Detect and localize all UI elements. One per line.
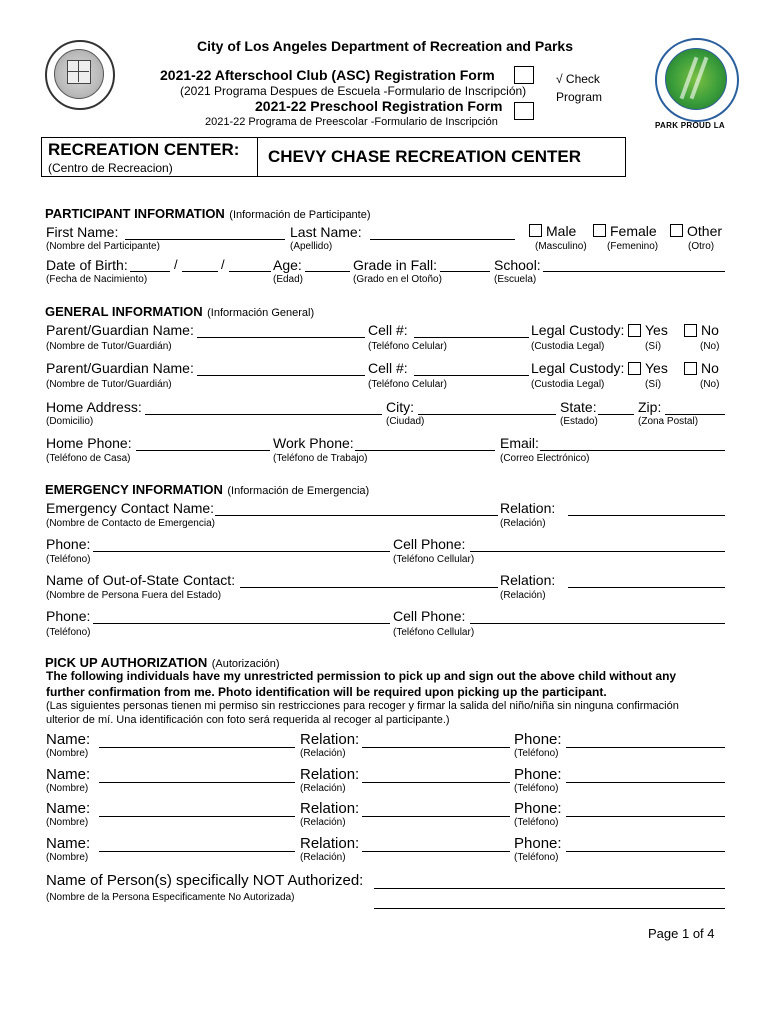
pickup-relation-label-2: Relation: <box>300 766 360 783</box>
pickup-name-label-4: Name: <box>46 835 91 852</box>
home-phone-label: Home Phone: <box>46 435 132 451</box>
guardian2-custody-no-checkbox[interactable] <box>684 362 697 375</box>
not-authorized-es: (Nombre de la Persona Especificamente No Autorizada) <box>46 892 295 903</box>
last-name-field[interactable] <box>370 239 515 240</box>
guardian1-cell-es: (Teléfono Celular) <box>368 341 447 352</box>
ciudad-label: (Ciudad) <box>386 416 425 427</box>
grado-label: (Grado en el Otoño) <box>353 274 442 285</box>
pickup-relation-field-1[interactable] <box>362 747 510 748</box>
pickup-name-field-2[interactable] <box>99 782 295 783</box>
male-checkbox[interactable] <box>529 224 542 237</box>
guardian2-custody-yes-checkbox[interactable] <box>628 362 641 375</box>
other-checkbox[interactable] <box>670 224 683 237</box>
out-of-state-label: Name of Out-of-State Contact: <box>46 572 236 588</box>
emergency-phone-field[interactable] <box>93 551 390 552</box>
check-note-line2: Program <box>556 90 603 104</box>
home-phone-field[interactable] <box>136 450 270 451</box>
guardian1-label: Parent/Guardian Name: <box>46 322 194 338</box>
work-phone-field[interactable] <box>355 450 495 451</box>
pickup-nombre-es-4: (Nombre) <box>46 852 89 863</box>
age-field[interactable] <box>305 271 350 272</box>
emergency-contact-label: Emergency Contact Name: <box>46 500 215 516</box>
guardian1-custody-es: (Custodia Legal) <box>531 341 605 352</box>
pickup-telefono-es-2: (Teléfono) <box>514 783 559 794</box>
pickup-phone-label-4: Phone: <box>514 835 562 852</box>
recreation-center-box <box>41 137 626 177</box>
pickup-phone-field-4[interactable] <box>566 851 725 852</box>
recreation-center-label: RECREATION CENTER: <box>48 140 240 159</box>
school-field[interactable] <box>543 271 725 272</box>
out-of-state-es: (Nombre de Persona Fuera del Estado) <box>46 590 222 601</box>
pickup-heading: PICK UP AUTHORIZATION (Autorización) <box>45 655 280 670</box>
male-label: Male <box>546 223 577 239</box>
guardian1-no-es: (No) <box>700 341 720 352</box>
female-label: Female <box>610 223 657 239</box>
pickup-relation-label-4: Relation: <box>300 835 360 852</box>
emergency-heading: EMERGENCY INFORMATION (Información de Emergencia) <box>45 482 370 497</box>
pickup-nombre-es-3: (Nombre) <box>46 817 89 828</box>
pickup-relacion-es-2: (Relación) <box>300 783 346 794</box>
dob-label: Date of Birth: <box>46 257 128 273</box>
emergency-relation-es: (Relación) <box>500 518 546 529</box>
guardian1-custody-label: Legal Custody: <box>531 322 625 338</box>
pickup-relation-field-2[interactable] <box>362 782 510 783</box>
guardian2-tutor-es: (Nombre de Tutor/Guardián) <box>46 379 172 390</box>
pickup-name-label-3: Name: <box>46 800 91 817</box>
city-label: City: <box>386 399 414 415</box>
pickup-relacion-es-1: (Relación) <box>300 748 346 759</box>
fecha-nacimiento-label: (Fecha de Nacimiento) <box>46 274 148 285</box>
dob-slash-1: / <box>174 257 178 272</box>
emergency-contact-field[interactable] <box>215 515 498 516</box>
pickup-statement-line2: further confirmation from me. Photo identification will be required upon picking up the participant. <box>46 685 607 699</box>
pickup-name-field-4[interactable] <box>99 851 295 852</box>
escuela-label: (Escuela) <box>494 274 537 285</box>
other-label: Other <box>687 223 723 239</box>
participant-heading: PARTICIPANT INFORMATION (Información de Participante) <box>45 206 371 221</box>
out-of-state-phone-label: Phone: <box>46 608 91 624</box>
check-note-line1: √ Check <box>556 72 600 86</box>
guardian1-custody-no-checkbox[interactable] <box>684 324 697 337</box>
pickup-telefono-es-3: (Teléfono) <box>514 817 559 828</box>
asc-form-title: 2021-22 Afterschool Club (ASC) Registration Form <box>160 67 495 83</box>
guardian1-yes-label: Yes <box>645 322 668 338</box>
pickup-relation-label-1: Relation: <box>300 731 360 748</box>
not-authorized-field-2[interactable] <box>374 908 725 909</box>
dob-month-field[interactable] <box>130 271 170 272</box>
guardian1-tutor-es: (Nombre de Tutor/Guardián) <box>46 341 172 352</box>
last-name-label: Last Name: <box>290 224 362 240</box>
out-of-state-phone-es: (Teléfono) <box>46 627 91 638</box>
guardian2-name-field[interactable] <box>197 375 365 376</box>
emergency-contact-es: (Nombre de Contacto de Emergencia) <box>46 518 215 529</box>
park-proud-logo <box>655 38 739 122</box>
recreation-center-value[interactable]: CHEVY CHASE RECREATION CENTER <box>268 147 581 166</box>
guardian1-cell-field[interactable] <box>414 337 529 338</box>
first-name-field[interactable] <box>125 239 285 240</box>
pickup-relacion-es-4: (Relación) <box>300 852 346 863</box>
tel-casa-label: (Teléfono de Casa) <box>46 453 131 464</box>
park-proud-tagline: PARK PROUD LA <box>655 121 725 130</box>
guardian2-yes-label: Yes <box>645 360 668 376</box>
dob-year-field[interactable] <box>229 271 271 272</box>
pickup-statement-line1: The following individuals have my unrestricted permission to pick up and sign out the above child without any <box>46 669 677 683</box>
zona-postal-label: (Zona Postal) <box>638 416 699 427</box>
home-address-label: Home Address: <box>46 399 142 415</box>
pickup-statement-es-line2: ulterior de mí. Una identificación con foto será requerida al recoger al participante.) <box>46 714 450 726</box>
school-label: School: <box>494 257 541 273</box>
grade-field[interactable] <box>440 271 490 272</box>
page-number: Page 1 of 4 <box>648 926 715 941</box>
emergency-cell-label: Cell Phone: <box>393 536 466 552</box>
pickup-nombre-es-2: (Nombre) <box>46 783 89 794</box>
female-checkbox[interactable] <box>593 224 606 237</box>
emergency-cell-es: (Teléfono Cellular) <box>393 554 475 565</box>
guardian1-no-label: No <box>701 322 719 338</box>
pickup-nombre-es-1: (Nombre) <box>46 748 89 759</box>
first-name-label: First Name: <box>46 224 119 240</box>
out-of-state-field[interactable] <box>240 587 498 588</box>
home-address-field[interactable] <box>145 414 382 415</box>
edad-label: (Edad) <box>273 274 304 285</box>
guardian1-name-field[interactable] <box>197 337 365 338</box>
work-phone-label: Work Phone: <box>273 435 354 451</box>
department-title: City of Los Angeles Department of Recreation and Parks <box>196 38 573 54</box>
estado-label: (Estado) <box>560 416 598 427</box>
out-of-state-relation-label: Relation: <box>500 572 556 588</box>
guardian1-custody-yes-checkbox[interactable] <box>628 324 641 337</box>
pickup-phone-label-3: Phone: <box>514 800 562 817</box>
pickup-phone-label-1: Phone: <box>514 731 562 748</box>
emergency-relation-label: Relation: <box>500 500 556 516</box>
pickup-phone-field-1[interactable] <box>566 747 725 748</box>
pickup-name-label-2: Name: <box>46 766 91 783</box>
recreation-center-sublabel: (Centro de Recreacion) <box>48 161 173 175</box>
preschool-form-title: 2021-22 Preschool Registration Form <box>255 98 503 114</box>
emergency-cell-field[interactable] <box>470 551 725 552</box>
emergency-relation-field[interactable] <box>568 515 725 516</box>
otro-label: (Otro) <box>688 241 715 252</box>
email-field[interactable] <box>540 450 725 451</box>
guardian2-label: Parent/Guardian Name: <box>46 360 194 376</box>
age-label: Age: <box>273 257 302 273</box>
out-of-state-relation-field[interactable] <box>568 587 725 588</box>
femenino-label: (Femenino) <box>607 241 659 252</box>
dob-day-field[interactable] <box>182 271 218 272</box>
domicilio-label: (Domicilio) <box>46 416 94 427</box>
pickup-telefono-es-1: (Teléfono) <box>514 748 559 759</box>
asc-form-subtitle: (2021 Programa Despues de Escuela -Formulario de Inscripción) <box>180 84 527 98</box>
emergency-phone-es: (Teléfono) <box>46 554 91 565</box>
guardian2-cell-field[interactable] <box>414 375 529 376</box>
state-label: State: <box>560 399 597 415</box>
dob-slash-2: / <box>221 257 225 272</box>
pickup-relation-label-3: Relation: <box>300 800 360 817</box>
pickup-phone-field-2[interactable] <box>566 782 725 783</box>
emergency-phone-label: Phone: <box>46 536 91 552</box>
pickup-relation-field-3[interactable] <box>362 816 510 817</box>
out-of-state-cell-field[interactable] <box>470 623 725 624</box>
guardian1-si-es: (Sí) <box>645 341 662 352</box>
pickup-relacion-es-3: (Relación) <box>300 817 346 828</box>
out-of-state-phone-field[interactable] <box>93 623 390 624</box>
general-heading: GENERAL INFORMATION (Información General) <box>45 304 315 319</box>
email-label: Email: <box>500 435 539 451</box>
guardian2-no-es: (No) <box>700 379 720 390</box>
guardian2-custody-label: Legal Custody: <box>531 360 625 376</box>
tel-trabajo-label: (Teléfono de Trabajo) <box>273 453 368 464</box>
zip-label: Zip: <box>638 399 662 415</box>
guardian2-no-label: No <box>701 360 719 376</box>
pickup-name-field-3[interactable] <box>99 816 295 817</box>
zip-field[interactable] <box>665 414 725 415</box>
guardian2-custody-es: (Custodia Legal) <box>531 379 605 390</box>
not-authorized-field-1[interactable] <box>374 888 725 889</box>
pickup-name-field-1[interactable] <box>99 747 295 748</box>
pickup-phone-field-3[interactable] <box>566 816 725 817</box>
out-of-state-cell-label: Cell Phone: <box>393 608 466 624</box>
apellido-label: (Apellido) <box>290 241 333 252</box>
preschool-form-subtitle: 2021-22 Programa de Preescolar -Formulario de Inscripción <box>205 116 498 128</box>
correo-label: (Correo Electrónico) <box>500 453 590 464</box>
nombre-participante-label: (Nombre del Participante) <box>46 241 160 252</box>
pickup-name-label-1: Name: <box>46 731 91 748</box>
asc-program-checkbox[interactable] <box>514 66 534 84</box>
preschool-program-checkbox[interactable] <box>514 102 534 120</box>
check-program-note <box>556 70 602 106</box>
out-of-state-relation-es: (Relación) <box>500 590 546 601</box>
pickup-relation-field-4[interactable] <box>362 851 510 852</box>
city-field[interactable] <box>418 414 556 415</box>
grade-label: Grade in Fall: <box>353 257 438 273</box>
masculino-label: (Masculino) <box>535 241 587 252</box>
pickup-phone-label-2: Phone: <box>514 766 562 783</box>
state-field[interactable] <box>598 414 634 415</box>
guardian2-si-es: (Sí) <box>645 379 662 390</box>
out-of-state-cell-es: (Teléfono Cellular) <box>393 627 475 638</box>
pickup-statement-es-line1: (Las siguientes personas tienen mi permiso sin restricciones para recoger y firmar la salida del niño/niña sin ninguna confirmación <box>46 700 679 712</box>
pickup-telefono-es-4: (Teléfono) <box>514 852 559 863</box>
guardian2-cell-es: (Teléfono Celular) <box>368 379 447 390</box>
guardian1-cell-label: Cell #: <box>368 322 408 338</box>
not-authorized-label: Name of Person(s) specifically NOT Authorized: <box>46 872 364 889</box>
guardian2-cell-label: Cell #: <box>368 360 408 376</box>
